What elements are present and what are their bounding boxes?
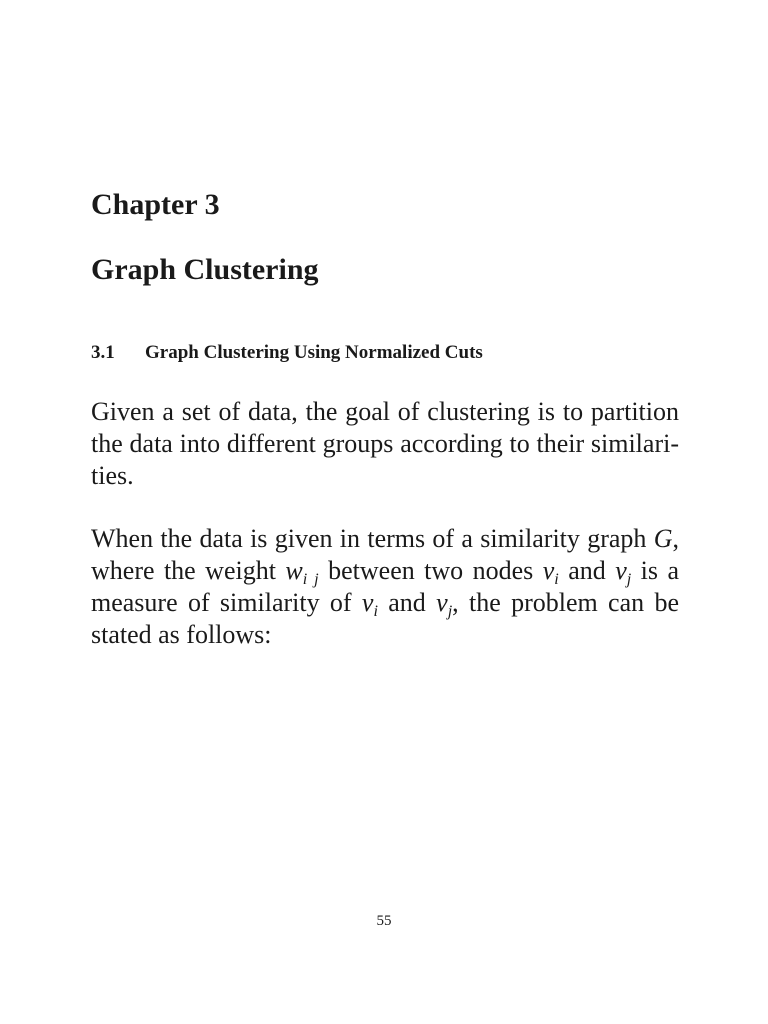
paragraph-problem: [91, 523, 679, 651]
chapter-title: Graph Clustering: [91, 253, 319, 286]
text-run: ,: [672, 524, 679, 553]
text-run: measure of similarity of: [91, 588, 362, 617]
paragraph-line: stated as follows:: [91, 620, 272, 649]
paragraph-line: [91, 555, 679, 587]
text-run: and: [558, 556, 616, 585]
math-subscript: i: [373, 602, 378, 620]
math-symbol-graph: G: [653, 524, 673, 553]
math-symbol-node: v: [615, 556, 627, 585]
math-subscript: i: [554, 570, 559, 588]
math-symbol-node: v: [436, 588, 448, 617]
section-title: Graph Clustering Using Normalized Cuts: [145, 342, 483, 363]
paragraph-line: [91, 523, 679, 555]
paragraph-intro: [91, 396, 679, 492]
section-heading: [91, 342, 483, 364]
math-subscript: j: [447, 602, 453, 620]
text-run: between two nodes: [318, 556, 543, 585]
text-run: where the weight: [91, 556, 286, 585]
paragraph-line: ties.: [91, 461, 134, 490]
text-run: is a: [631, 556, 680, 585]
text-run: When the data is given in terms of a similarity graph: [91, 524, 654, 553]
text-run: and: [377, 588, 437, 617]
paragraph-line: Given a set of data, the goal of clustering is to partition: [91, 397, 679, 426]
math-subscript: j: [626, 570, 632, 588]
page-number: 55: [376, 913, 392, 929]
section-number: 3.1: [91, 342, 115, 363]
math-symbol-node: v: [361, 588, 374, 617]
text-run: , the problem can be: [452, 588, 680, 617]
math-symbol-weight: w: [285, 556, 303, 585]
math-symbol-node: v: [542, 556, 555, 585]
paragraph-line: the data into different groups according to their similari-: [91, 429, 679, 458]
paragraph-line: [91, 587, 679, 619]
math-subscript: i j: [302, 570, 319, 588]
chapter-label: Chapter 3: [91, 188, 220, 221]
